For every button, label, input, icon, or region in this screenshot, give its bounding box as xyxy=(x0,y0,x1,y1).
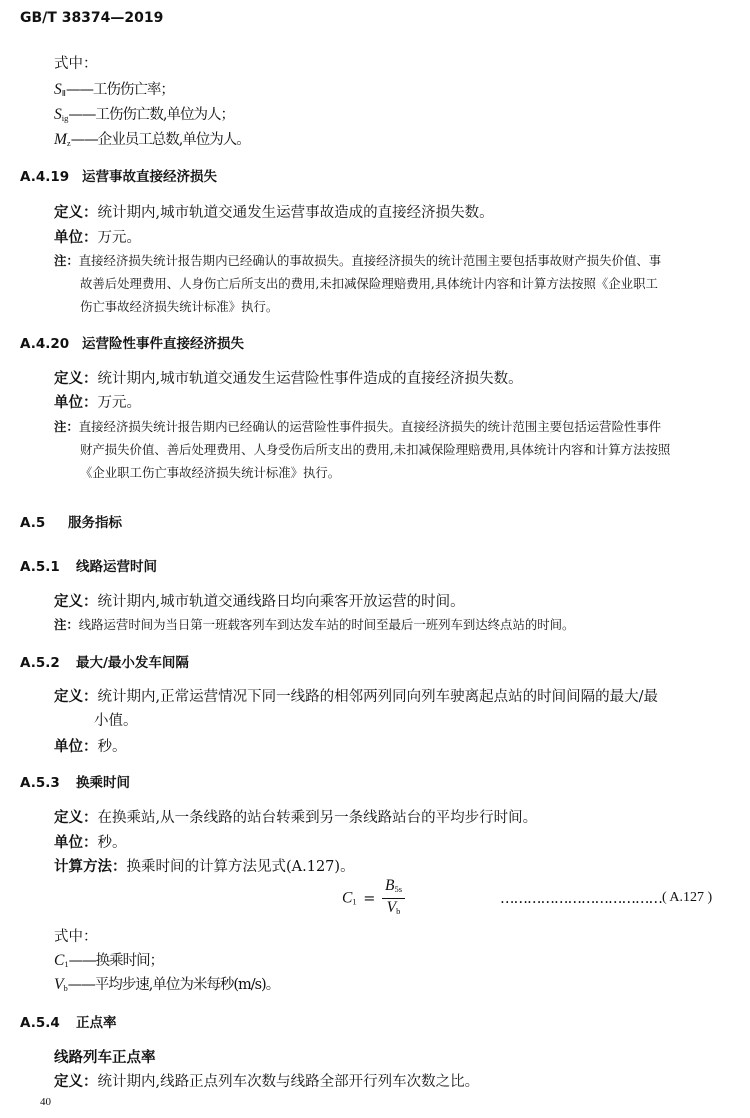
note-line: 故善后处理费用、人身伤亡后所支出的费用,未扣减保险理赔费用,具体统计内容和计算方法按照《企业职工 xyxy=(80,276,658,291)
section-heading: A.5.3 换乘时间 xyxy=(20,775,130,791)
note: 注：直接经济损失统计报告期内已经确认的运营险性事件损失。直接经济损失的统计范围主要包括运营险性事件 xyxy=(54,419,662,434)
definition: 定义：在换乘站,从一条线路的站台转乘到另一条线路站台的平均步行时间。 xyxy=(54,810,538,826)
note: 注：线路运营时间为当日第一班载客列车到达发车站的时间至最后一班列车到达终点站的时间。 xyxy=(54,617,575,632)
fraction: $\frac{B_{5s}}{V_b}$ xyxy=(382,878,405,919)
definition: 定义：统计期内,线路正点列车次数与线路全部开行列车次数之比。 xyxy=(54,1074,480,1090)
section-heading: A.5.2 最大/最小发车间隔 xyxy=(20,655,189,671)
note-line: 伤亡事故经济损失统计标准》执行。 xyxy=(80,299,279,314)
note: 注：直接经济损失统计报告期内已经确认的事故损失。直接经济损失的统计范围主要包括事故财产损失价值、事 xyxy=(54,253,662,268)
var-row: $S_{ig}——$工伤伤亡数,单位为人； xyxy=(54,106,234,123)
var-row: $C_1——$换乘时间； xyxy=(54,952,164,969)
unit: 单位：秒。 xyxy=(54,739,127,755)
calculation-method: 计算方法：换乘时间的计算方法见式(A.127)。 xyxy=(54,859,355,875)
equation-leader: ……………………………… xyxy=(500,891,662,907)
unit: 单位：秒。 xyxy=(54,835,127,851)
definition: 定义：统计期内,城市轨道交通发生运营险性事件造成的直接经济损失数。 xyxy=(54,371,523,387)
note-line: 财产损失价值、善后处理费用、人身受伤后所支出的费用,未扣减保险理赔费用,具体统计内容和计算方法按照 xyxy=(80,442,671,457)
definition: 定义：统计期内,城市轨道交通线路日均向乘客开放运营的时间。 xyxy=(54,594,465,610)
section-heading: A.5 服务指标 xyxy=(20,515,122,531)
standard-id: GB/T 38374—2019 xyxy=(20,10,164,26)
definition-continued: 小值。 xyxy=(94,713,138,729)
definition: 定义：统计期内,正常运营情况下同一线路的相邻两列同向列车驶离起点站的时间间隔的最大/最 xyxy=(54,689,658,705)
where-label: 式中： xyxy=(54,56,98,72)
section-heading: A.5.1 线路运营时间 xyxy=(20,559,157,575)
formula: $C_1$ = $\frac{B_{5s}}{V_b}$ xyxy=(342,878,405,919)
section-heading: A.5.4 正点率 xyxy=(20,1015,117,1031)
section-heading: A.4.20 运营险性事件直接经济损失 xyxy=(20,336,244,352)
definition: 定义：统计期内,城市轨道交通发生运营事故造成的直接经济损失数。 xyxy=(54,205,494,221)
note-line: 《企业职工伤亡事故经济损失统计标准》执行。 xyxy=(80,465,341,480)
unit: 单位：万元。 xyxy=(54,230,141,246)
var-row: $M_z——$企业员工总数,单位为人。 xyxy=(54,131,250,148)
section-heading: A.4.19 运营事故直接经济损失 xyxy=(20,169,217,185)
var-row: $V_b——$平均步速,单位为米每秒(m/s)。 xyxy=(54,976,280,993)
subsection-title: 线路列车正点率 xyxy=(54,1050,156,1066)
equation-number: ( A.127 ) xyxy=(662,890,713,905)
page-number: 40 xyxy=(40,1096,51,1108)
unit: 单位：万元。 xyxy=(54,395,141,411)
var-row: $S_Ⅱ——$工伤伤亡率； xyxy=(54,81,174,98)
where-label: 式中： xyxy=(54,929,98,945)
